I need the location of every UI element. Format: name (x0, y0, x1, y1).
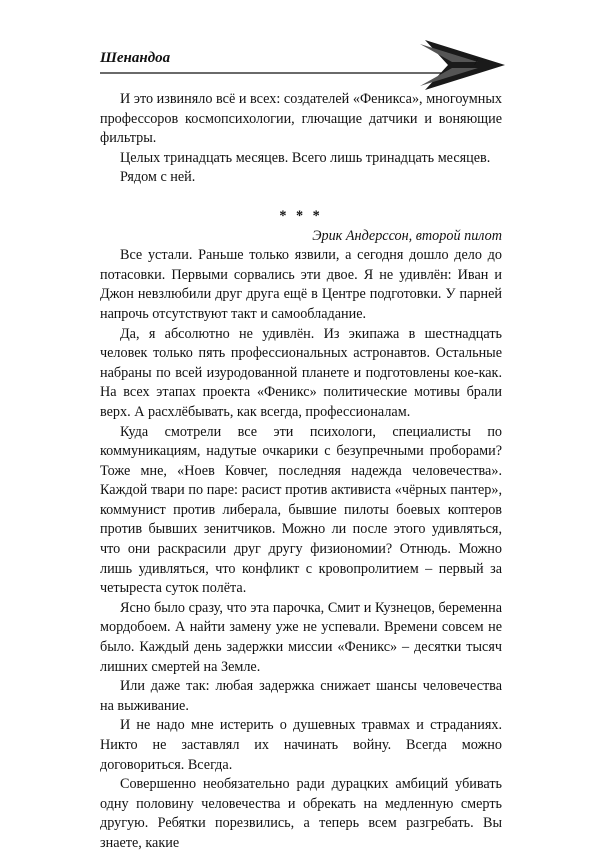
arrow-ornament-icon (0, 0, 600, 100)
paragraph: Рядом с ней. (120, 169, 196, 186)
paragraph: И не надо мне истерить о душевных травмах и страданиях. Никто не заставлял их начинать войну. Всегда можно договориться. Всегда. (100, 717, 502, 773)
page-number: 7 (473, 56, 479, 68)
paragraph: Ясно было сразу, что эта парочка, Смит и Кузнецов, беременна мордобоем. А найти замену уже не успевали. Времени совсем не было. Каждый день задержки миссии «Феникс» – десятки тысяч лишних смертей на Земле. (100, 599, 502, 675)
paragraph: И это извиняло всё и всех: создателей «Феникса», многоумных профессоров космопсихологии, глючащие датчики и воняющие фильтры. (100, 91, 502, 147)
paragraph: Все устали. Раньше только язвили, а сегодня дошло дело до потасовки. Первыми сорвались эти двое. Я не удивлён: Иван и Джон невзлюбили друг друга ещё в Центре подготовки. У парней напрочь отсутствуют такт и самообладание. (100, 247, 502, 322)
paragraph: Или даже так: любая задержка снижает шансы человечества на выживание. (100, 678, 502, 714)
paragraph: Куда смотрели все эти психологи, специалисты по коммуникациям, надутые очкарики с безупречными проборами? Тоже мне, «Ноев Ковчег, последняя надежда человечества». Каждой твари по паре: расист против активиста «чёрных пантер», коммунист против либерала, бывшие пилоты боевых коптеров против бывших зенитчиков. Можно ли после этого удивляться, что они раскрасили друг другу физиономии? Отнюдь. Можно лишь удивляться, что конфликт с кровопролитием – первый за четыреста суток полёта. (100, 423, 502, 597)
chapter-byline: Эрик Андерссон, второй пилот (312, 227, 502, 244)
section-separator: * * * (279, 207, 323, 224)
running-title: Шенандоа (100, 50, 171, 66)
page-text (100, 90, 502, 854)
page-header (0, 0, 600, 100)
paragraph: Совершенно необязательно ради дурацких амбиций убивать одну половину человечества и обрекать на медленную смерть другую. Ребятки порезвились, а теперь всем разгребать. Вы знаете, какие (100, 776, 502, 851)
paragraph: Целых тринадцать месяцев. Всего лишь тринадцать месяцев. (120, 149, 491, 166)
paragraph: Да, я абсолютно не удивлён. Из экипажа в шестнадцать человек только пять профессиональных астронавтов. Остальные набраны по всей изуродованной планете и подготовлены кое-как. На всех этапах проекта «Феникс» политические мотивы брали верх. А расхлёбывать, как всегда, профессионалам. (100, 325, 502, 420)
